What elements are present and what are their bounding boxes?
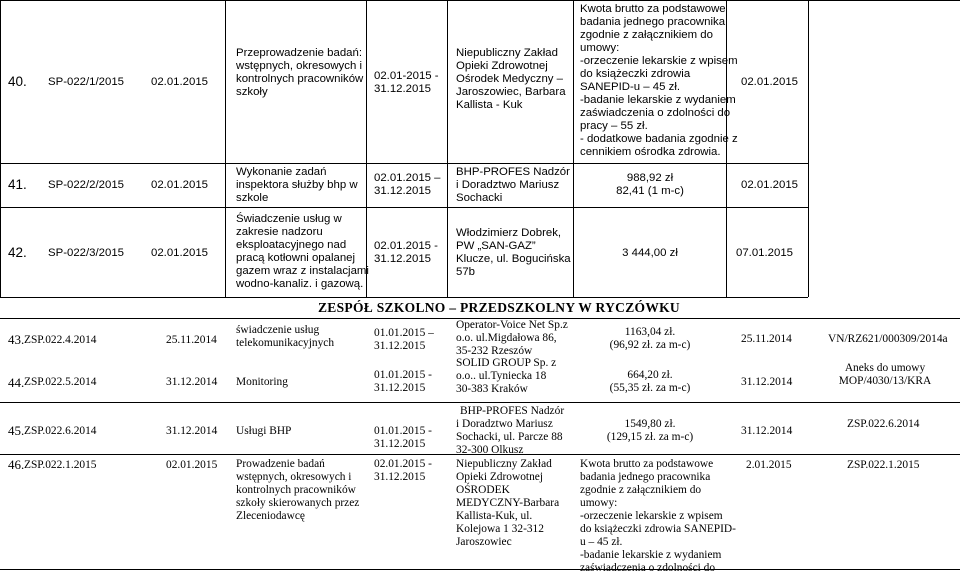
- row45-subject: Usługi BHP: [236, 425, 292, 437]
- row43-date: 25.11.2014: [166, 334, 217, 346]
- row41-lp: 41.: [8, 177, 27, 192]
- col-divider: [447, 0, 448, 297]
- row41-date: 02.01.2015: [151, 179, 209, 191]
- row43-value: 1163,04 zł. (96,92 zł. za m-c): [609, 326, 691, 351]
- row-divider: [0, 163, 808, 164]
- row45-signature: ZSP.022.6.2014: [24, 425, 97, 437]
- row46-end-date: 2.01.2015: [746, 459, 792, 471]
- row45-contractor: BHP-PROFES Nadzór i Doradztwo Mariusz Sochacki, ul. Parcze 88 32-300 Olkusz: [456, 405, 565, 456]
- row44-period: 01.01.2015 - 31.12.2015: [374, 369, 432, 394]
- row41-value: 988,92 zł 82,41 (1 m-c): [616, 172, 684, 197]
- row46-lp: 46.: [8, 457, 25, 472]
- row46-period: 02.01.2015 - 31.12.2015: [374, 458, 432, 483]
- row46-signature: ZSP.022.1.2015: [24, 459, 97, 471]
- school-heading: ZESPÓŁ SZKOLNO – PRZEDSZKOLNY W RYCZÓWKU: [318, 300, 680, 315]
- row40-contractor: Niepubliczny Zakład Opieki Zdrowotnej Ośrodek Medyczny – Jaroszowiec, Barbara Kallista - Kuk: [456, 47, 566, 111]
- row41-end-date: 02.01.2015: [741, 179, 799, 191]
- table-top-border: [0, 0, 960, 1]
- row-divider: [0, 297, 808, 298]
- row43-end-date: 25.11.2014: [741, 333, 792, 345]
- row43-contractor: Operator-Voice Net Sp.z o.o. ul.Migdałowa 86, 35-232 Rzeszów: [456, 319, 568, 357]
- row40-signature: SP-022/1/2015: [48, 76, 124, 88]
- row42-signature: SP-022/3/2015: [48, 247, 124, 259]
- row44-lp: 44.: [8, 375, 25, 390]
- row42-period: 02.01.2015 - 31.12.2015: [374, 240, 438, 265]
- row43-subject: świadczenie usług telekomunikacyjnych: [236, 324, 335, 349]
- row43-signature: ZSP.022.4.2014: [24, 334, 97, 346]
- row45-date: 31.12.2014: [166, 425, 218, 437]
- row40-subject: Przeprowadzenie badań: wstępnych, okresowych i kontrolnych pracowników szkoły: [236, 47, 364, 98]
- row42-end-date: 07.01.2015: [736, 247, 794, 259]
- row44-contractor: SOLID GROUP Sp. z o.o.. ul.Tyniecka 18 30-383 Kraków: [456, 357, 557, 395]
- row42-contractor: Włodzimierz Dobrek, PW „SAN-GAZ” Klucze, ul. Bogucińska 57b: [456, 227, 571, 278]
- row40-value: Kwota brutto za podstawowe badania jednego pracownika zgodnie z załącznikiem do umowy: -orzeczenie lekarskie z wpisem do książeczki zdrowia SANEPID-u – 45 zł. -badanie lekarskie z wydaniem zaświadczenia o zdolności do pracy – 55 zł. - dodatkowe badania zgodnie z cennikiem ośrodka zdrowia.: [580, 3, 738, 158]
- row-divider: [0, 207, 808, 208]
- col-divider: [0, 0, 1, 297]
- row42-value: 3 444,00 zł: [622, 247, 678, 259]
- row41-subject: Wykonanie zadań inspektora służby bhp w szkole: [236, 166, 358, 204]
- row41-signature: SP-022/2/2015: [48, 179, 124, 191]
- row46-value: Kwota brutto za podstawowe badania jednego pracownika zgodnie z załącznikiem do umowy: -orzeczenie lekarskie z wpisem do książeczki zdrowia SANEPID- u – 45 zł. -badanie lekarskie z wydaniem zaświadczenia o zdolności do: [580, 458, 736, 574]
- col-divider: [225, 0, 226, 297]
- row45-value: 1549,80 zł. (129,15 zł. za m-c): [606, 418, 694, 443]
- row44-note: Aneks do umowy MOP/4030/13/KRA: [838, 362, 932, 387]
- row42-lp: 42.: [8, 245, 27, 260]
- row44-value: 664,20 zł. (55,35 zł. za m-c): [609, 369, 691, 394]
- row46-subject: Prowadzenie badań wstępnych, okresowych i kontrolnych pracowników szkoły skierowanych przez Zleceniodawcę: [236, 458, 360, 522]
- row46-note: ZSP.022.1.2015: [847, 459, 920, 471]
- row43-lp: 43.: [8, 332, 25, 347]
- row45-end-date: 31.12.2014: [741, 425, 793, 437]
- row41-contractor: BHP-PROFES Nadzór i Doradztwo Mariusz Sochacki: [456, 166, 570, 204]
- row44-subject: Monitoring: [236, 376, 288, 388]
- row43-note: VN/RZ621/000309/2014a: [828, 333, 948, 345]
- row40-lp: 40.: [8, 74, 27, 89]
- row40-date: 02.01.2015: [151, 76, 209, 88]
- row42-date: 02.01.2015: [151, 247, 209, 259]
- row44-signature: ZSP.022.5.2014: [24, 376, 97, 388]
- row42-subject: Świadczenie usług w zakresie nadzoru eksploatacyjnego nad pracą kotłowni opalanej gazem wraz z instalacjami wodno-kanaliz. i gazową.: [236, 213, 369, 290]
- row-divider: [0, 402, 960, 403]
- row40-period: 02.01-2015 - 31.12.2015: [374, 70, 439, 95]
- row44-date: 31.12.2014: [166, 376, 218, 388]
- row44-end-date: 31.12.2014: [741, 376, 793, 388]
- row43-period: 01.01.2015 – 31.12.2015: [374, 327, 434, 352]
- row40-end-date: 02.01.2015: [741, 76, 799, 88]
- row41-period: 02.01.2015 – 31.12.2015: [374, 172, 441, 197]
- row45-period: 01.01.2015 - 31.12.2015: [374, 425, 432, 450]
- row46-date: 02.01.2015: [166, 459, 218, 471]
- row46-contractor: Niepubliczny Zakład Opieki Zdrowotnej OŚRODEK MEDYCZNY-Barbara Kallista-Kuk, ul. Kolejowa 1 32-312 Jaroszowiec: [456, 458, 560, 548]
- row45-note: ZSP.022.6.2014: [847, 418, 920, 430]
- row45-lp: 45.: [8, 423, 25, 438]
- col-divider: [808, 0, 809, 297]
